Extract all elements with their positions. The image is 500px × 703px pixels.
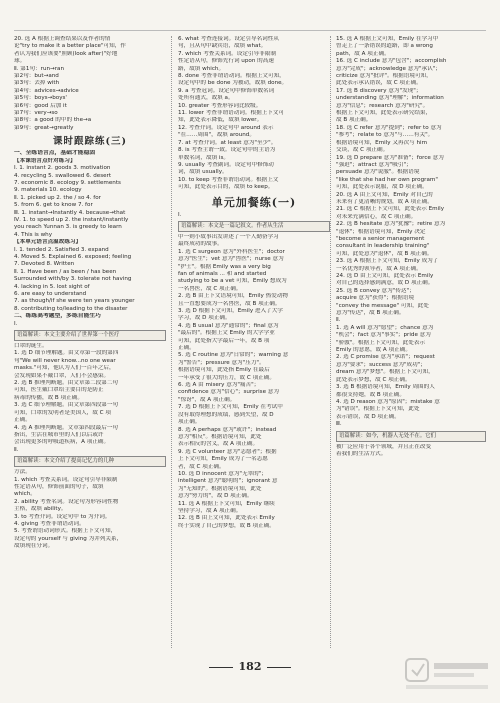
text-line: 19. 选 D prepare 意为"准备"；force 意为 xyxy=(336,154,444,161)
text-line: Ⅰ. 1. instant 2. goods 3. motivation xyxy=(14,165,111,172)
text-line: 11. lower 考查非谓语动词。根据上下文可 xyxy=(178,110,285,117)
text-line: 第8句：a good 的中的 the→a xyxy=(14,117,92,124)
passage-note: 语篇解读：本文是一篇记叙文。作者从生活 xyxy=(178,221,330,232)
text-line: persuade 意为"说服"。根据语境 xyxy=(336,169,420,176)
text-line: studying to be a vet 可知，Emily 想成为 xyxy=(178,278,287,285)
section-title: 课时跟踪练(三) xyxy=(53,136,127,148)
text-line: 一年承受了很大的压力，故 C 项正确。 xyxy=(178,374,275,381)
text-line: 7. Devoted 8. Written xyxy=(14,261,75,268)
text-line: 表示错误，故 D 项正确。 xyxy=(336,413,400,420)
text-line: 9. 选 C volunteer 意为"志愿者"；根据 xyxy=(178,448,277,455)
text-line: 3. 选 B 根据语境可知，Emily 周围的人 xyxy=(336,384,435,391)
text-line: 句，且从句中缺宾语，故填 what。 xyxy=(178,43,267,50)
text-line: 故 B 项正确。 xyxy=(336,117,372,124)
text-line: "最后的"。根据上文 Emily 的大学学业 xyxy=(178,330,275,337)
text-line: 12. 考查介词。设定句中 around 表示 xyxy=(178,124,274,131)
text-line: Ⅱ. xyxy=(336,317,341,324)
text-line: "护士"。根据 Emily was a very big xyxy=(178,263,271,270)
text-line: 17. 选 B discovery 意为"发现"； xyxy=(336,87,422,94)
text-line: 25. 选 B convey 意为"传达"； xyxy=(336,287,415,294)
text-line: 9. materials 10. ecology xyxy=(14,187,82,194)
text-line: 故填现在分词。 xyxy=(14,543,54,550)
text-line: 设定句中的 be done 为被动，故填 done。 xyxy=(178,80,288,87)
text-line: 23. 选 A 根据上下文可知，Emily 成为了 xyxy=(336,258,439,265)
text-line: you reach Yunnan 3. is greedy to learn xyxy=(14,224,122,231)
text-line: 学习，故 D 项正确。 xyxy=(178,315,231,322)
text-line: 4. Moved 5. Explained 6. exposed; feeling xyxy=(14,253,132,260)
text-line: 6. 选 A 由 misery 意为"痛苦"； xyxy=(178,382,260,389)
text-line: 10. 选 D innocent 意为"无辜的"； xyxy=(178,470,267,477)
text-line: 病毒的传播，故 B 项正确。 xyxy=(14,394,83,401)
text-line: 口罩的诞生。 xyxy=(14,343,48,350)
text-line: 意为"相反"。根据语境可知，此处 xyxy=(178,433,262,440)
text-line: Ⅰ. xyxy=(178,211,182,218)
text-line: 为"无知的"。根据语境可知，此处 xyxy=(178,485,262,492)
text-line: Emily 的意愿，故 A 项正确。 xyxy=(336,347,411,354)
text-line: confidence 意为"信心"；surprise 意为 xyxy=(178,389,279,396)
text-line: 会发现如果不戴口罩，人们不会感染。 xyxy=(14,372,110,379)
text-line: 表示相反的含义，故 A 项正确。 xyxy=(178,441,259,448)
text-line: 20. 选 A 由上文可知，Emily 对自己的 xyxy=(336,191,433,198)
text-line: 者认为我们应该要"照顾(look after)"好地 xyxy=(14,50,118,57)
text-line: 性定语从句，修饰先行词 upon 的高速 xyxy=(178,58,274,65)
text-line: 可知，此处表示说服，故 D 项正确。 xyxy=(336,184,428,191)
text-line: Ⅱ. 1. picked up 2. the / so 4. for xyxy=(14,194,101,201)
text-line: 4. This is why xyxy=(14,231,53,238)
text-line: 正确。 xyxy=(178,345,195,352)
top-rule xyxy=(14,30,486,31)
text-line: 着我们的生活方式。 xyxy=(336,450,387,457)
text-line: 21. 选 C 根据上下文可知，此处表示 Emily xyxy=(336,206,445,213)
text-line: 会出现更多的呼吸道疾病，A 项正确。 xyxy=(14,439,110,446)
text-line: 处所有通式，故填 a。 xyxy=(178,95,234,102)
text-line: acquire 意为"获得"；根据语境 xyxy=(336,295,415,302)
text-line: Ⅲ. xyxy=(336,421,342,428)
text-line: 对未来充满信心，故 C 项正确。 xyxy=(336,213,417,220)
text-line: 4. lacking in 5. lost sight of xyxy=(14,283,90,290)
text-line: "强迫"；attract 意为"吸引"； xyxy=(336,161,412,168)
text-line: 项正确。 xyxy=(178,419,201,426)
text-line: 8. is 考查主谓一致。设定句中的主语为 xyxy=(178,147,276,154)
text-line: 第2句：but→and xyxy=(14,73,59,80)
bracket-heading: 【本课语言点针对练习】 xyxy=(14,157,76,164)
passage-note: 语篇解读：本文主要介绍了世界第一个医疗 xyxy=(14,330,166,341)
text-line: 意为"努力的"，故 D 项正确。 xyxy=(178,493,253,500)
text-line: 意为"医生"；vet 意为"兽医"；nurse 意为 xyxy=(178,256,284,263)
text-line: "骄傲"。根据上下文可知，此处表示 xyxy=(336,339,426,346)
text-line: Ⅱ. 第1句：run→ran xyxy=(14,65,64,72)
text-line: 意为"信息"；research 意为"研究"。 xyxy=(336,102,429,109)
text-line: Ⅰ. 1. tended 2. Satisfied 3. expand xyxy=(14,246,109,253)
text-line: 8. done 考查非谓语动词。根据上文可知， xyxy=(178,73,285,80)
text-line: 10. to keep 考查非谓语动词。根据上文 xyxy=(178,176,279,183)
text-line: 20. 选 A 根据上调查结果以及作者的情 xyxy=(14,36,111,42)
text-line: 8. contributing to/leading to the disaster xyxy=(14,305,128,312)
text-line: masks."可知，他认为人们一百年之后， xyxy=(14,365,115,372)
text-line: 8. 选 A perhaps 意为"或许"；instead xyxy=(178,426,277,433)
text-line: 为"警告"；pressure 意为"压力"。 xyxy=(178,359,265,366)
text-line: 3. to 考查介词。设定句中 to 为介词。 xyxy=(14,513,111,520)
text-line: 4. recycling 5. swallowed 6. desert xyxy=(14,172,112,179)
text-line: 意为"完成"；acknowledge 意为"承认"； xyxy=(336,65,441,72)
text-line: 第4句：advices→advice xyxy=(14,87,79,94)
text-line: 1. which 考查关系词。设定句引导非限制 xyxy=(14,476,118,483)
column-middle xyxy=(178,36,330,648)
text-line: 6. are easy to understand xyxy=(14,291,87,297)
text-line: 为"错误"。根据上下文可知，此处 xyxy=(336,406,420,413)
text-line: Ⅲ. 1. instant→Instantly 4. because→that xyxy=(14,209,126,216)
text-line: 7. as though/if she were ten years younger xyxy=(14,298,135,305)
text-line: 1. 选 C surgeon 意为"外科医生"；doctor xyxy=(178,248,285,255)
text-line: 者，故 C 项正确。 xyxy=(178,463,225,470)
bracket-heading: 【本单元语言点温故练习】 xyxy=(14,239,82,246)
text-line: 第5句：boys→boys' xyxy=(14,95,67,102)
text-line: 交谈，故 C 项正确。 xyxy=(336,147,389,154)
text-line: 16. 选 C include 意为"包含"；accomplish xyxy=(336,58,447,65)
text-line: 15. 选 A 根据上文可知，Emily 在学习中 xyxy=(336,36,439,42)
text-line: 5. 选 C routine 意为"日常的"；warning 意 xyxy=(178,352,289,359)
text-line: 被广泛应用于各个领域，并且正在改变 xyxy=(336,443,432,450)
text-line: 且一直想要成为一名兽医，故 B 项正确。 xyxy=(178,300,281,307)
text-line: 5. from 6. get to know 7. for xyxy=(14,202,93,209)
text-line: Ⅳ. 1. to speed up 2. the instant/instantly xyxy=(14,216,129,223)
text-line: 7. which 考查关系词。设定引导非限制 xyxy=(178,50,276,57)
text-line: 9. usually 考查副词。设定句中修饰动 xyxy=(178,161,274,168)
text-line: 意为"传达"，故 B 项正确。 xyxy=(336,310,405,317)
text-line: 12. 选 B 由上文可知，此处表示 Emily xyxy=(178,515,275,522)
text-line: 3. 选 D 根据下文可知，Emily 进入了大学 xyxy=(178,308,283,314)
text-line: 指出，生活在城市里的人们以后或许 xyxy=(14,431,104,438)
text-line: 第6句：good 后加 it xyxy=(14,102,67,109)
text-line: 2. 选 B 由上下文语境可知，Emily 热爱动物 xyxy=(178,293,289,300)
text-line: Ⅱ. xyxy=(14,446,19,453)
text-line: 根据语境可知，此处指 Emily 在最后 xyxy=(178,367,270,374)
text-line: Ⅰ. xyxy=(14,320,18,327)
watermark-logo-icon xyxy=(404,655,492,695)
text-line: 没有取得理想的成绩，感到失望，故 D xyxy=(178,411,274,418)
text-line: 最终成功的故事。 xyxy=(178,241,223,248)
text-line: 球。 xyxy=(14,58,26,65)
section-subhead: 二、练练高考题型，多练自能生巧 xyxy=(14,313,101,320)
text-line: 11. 选 A 根据上下文可知，Emily 继续 xyxy=(178,500,275,507)
column-divider-left xyxy=(171,36,172,648)
text-line: 可知，口罩的发明者是美国人，故 C 项 xyxy=(14,409,111,416)
text-line: 根据语境可知，Emily 又再次与 him xyxy=(336,139,428,146)
text-line: 7. 选 D 根据上下文可知，Emily 在考试中 xyxy=(178,404,283,411)
text-line: Surrounded with/by 3. tolerate not having xyxy=(14,276,132,283)
text-line: 主格，故填 ability。 xyxy=(14,506,67,513)
section-subhead: 一、全练语言点，基础才能稳固 xyxy=(14,150,96,157)
text-line: consultant in leadership training" xyxy=(336,243,430,250)
text-line: which。 xyxy=(14,491,36,498)
column-divider-right xyxy=(330,36,331,648)
text-line: 18. 选 C refer 意为"提到"；refer to 意为 xyxy=(336,124,442,131)
text-line: 对自己的选择感到满意，故 D 项正确。 xyxy=(336,280,434,287)
text-line: path，故 A 项正确。 xyxy=(336,50,390,57)
text-line: fan of animals ... 和 and started xyxy=(178,270,267,277)
text-line: "参考"；relate to 意为"与……有关"。 xyxy=(336,132,434,139)
text-line: 可知，此处意为"退休"，故 B 项正确。 xyxy=(336,250,433,257)
text-line: 5. 考查谓语动词形式。根据上下文可知， xyxy=(14,528,117,535)
text-line: "convey the message" 可知，此处 xyxy=(336,302,429,309)
text-line: 9. a 考查冠词。设定句中修饰单数名词 xyxy=(178,87,275,94)
text-line: 曾走上了一条错误的道路，即 a wrong xyxy=(336,43,433,50)
column-right xyxy=(336,36,486,648)
text-line: 论"try to make it a better place"可知，作 xyxy=(14,43,126,50)
text-line: 坚持学习，故 A 项正确。 xyxy=(178,507,242,514)
text-line: 中一则小故事出发讲述了一个人勤奋学习 xyxy=(178,233,279,240)
text-line: 4. giving 考查非谓语动词。 xyxy=(14,520,85,527)
text-line: understanding 意为"理解"；information xyxy=(336,95,444,102)
text-line: 路，故填 which。 xyxy=(178,65,225,72)
text-line: 方法。 xyxy=(14,469,31,476)
text-line: Ⅱ. 1. Have been / as been / has been xyxy=(14,268,117,275)
text-line: 此处表示梦想，故 C 项正确。 xyxy=(336,376,411,383)
text-line: 4. 选 D reason 意为"原因"；mistake 意 xyxy=(336,398,440,405)
text-line: 2. 选 B 推理判断题。由文章第二段第二句 xyxy=(14,380,119,387)
text-line: 第3句：去掉 with xyxy=(14,80,60,87)
text-line: intelligent 意为"聪明的"；ignorant 意 xyxy=(178,478,278,485)
text-line: criticize 意为"批评"。根据语境可知， xyxy=(336,73,432,80)
text-line: "like that she had her own program" xyxy=(336,176,438,183)
text-line: 第7句：very→so xyxy=(14,110,58,117)
text-line: 可知，医生戴口罩给主要目的是防止 xyxy=(14,387,104,394)
text-line: 4. 选 A 推理判断题。文章第四段最后一句 xyxy=(14,424,118,431)
column-left xyxy=(14,36,166,648)
text-line: 正确。 xyxy=(14,417,31,424)
passage-note: 语篇解读：如今，机器人无处不在。它们 xyxy=(336,431,486,442)
text-line: "惊讶"，故 A 项正确。 xyxy=(178,396,236,403)
text-line: 可知，此处指大学最后一年，故 B 项 xyxy=(178,337,270,344)
page-number-text: 182 xyxy=(238,660,262,673)
text-line: 2. ability 考查名词。设定句为形容词性物 xyxy=(14,498,119,505)
text-line: 4. 选 B usual 意为"通常的"；final 意为 xyxy=(178,322,279,329)
text-line: 词，故填 usually。 xyxy=(178,169,228,176)
text-line: 2. 选 C promise 意为"承诺"；request xyxy=(336,354,435,361)
text-line: 上下文可知，Emily 成为了一名志愿 xyxy=(178,456,268,463)
text-line: 7. at 考查介词。at least 意为"至少"。 xyxy=(178,139,277,146)
text-line: "退休"；根据语境可知，Emily 决定 xyxy=(336,228,426,235)
text-line: 1. 选 D 细节理解题。由文章第一段的第四 xyxy=(14,350,119,357)
text-line: "在……周围"，故填 around。 xyxy=(178,132,255,139)
text-line: 24. 选 D 由上文可知，此处表示 Emily xyxy=(336,273,434,279)
text-line: 7. economic 8. ecology 9. settlements xyxy=(14,179,121,186)
text-line: 可知，此处表示目的，故填 to keep。 xyxy=(178,184,274,191)
text-line: "机会"；fact 意为"事实"；pride 意为 xyxy=(336,332,431,339)
text-line: 22. 选 B hesitate 意为"犹豫"；retire 意为 xyxy=(336,221,446,228)
text-line: 性定语从句，修饰前面的句子，故填 xyxy=(14,483,104,490)
text-line: 10. greater 考查形容词比较级。 xyxy=(178,102,262,109)
text-line: 6. what 考查连接词。设定引导名词性从 xyxy=(178,36,279,42)
text-line: 知，此处表示降低，故填 lower。 xyxy=(178,117,263,124)
text-line: 设定句的 yourself 与 giving 为并列关系， xyxy=(14,535,123,542)
text-line: 第9句：great→greatly xyxy=(14,124,74,131)
text-line: 1. 选 A will 意为"愿望"；chance 意为 xyxy=(336,324,434,331)
passage-note: 语篇解读：本文介绍了提高记忆力的几种 xyxy=(14,456,166,467)
text-line: 都很支持她，故 B 项正确。 xyxy=(336,391,405,398)
text-line: 根据上下文可知，此处表示研究结果， xyxy=(336,110,432,117)
text-line: 3. 选 C 细节理解题。由文章第四段第一句 xyxy=(14,402,119,409)
text-line: dream 意为"梦想"。根据上下文可知， xyxy=(336,369,434,376)
text-line: 一名优秀的领导者，故 A 项正确。 xyxy=(336,265,422,272)
section-title: 单元加餐练(一) xyxy=(211,195,297,209)
text-line: 此处表示承认错误，故 C 项正确。 xyxy=(336,80,422,87)
text-line: 单数名词，故填 is。 xyxy=(178,154,229,161)
text-line: 终于实现了自己的梦想，故 B 项正确。 xyxy=(178,522,275,529)
text-line: 意为"要求"；success 意为"成功"； xyxy=(336,361,426,368)
text-line: "become a senior management xyxy=(336,235,425,242)
text-line: 句"We will never know...no one wear xyxy=(14,357,116,364)
text-line: 未来有了更清晰的规划，故 A 项正确。 xyxy=(336,198,433,205)
text-line: 一名兽医，故 C 项正确。 xyxy=(178,285,242,292)
